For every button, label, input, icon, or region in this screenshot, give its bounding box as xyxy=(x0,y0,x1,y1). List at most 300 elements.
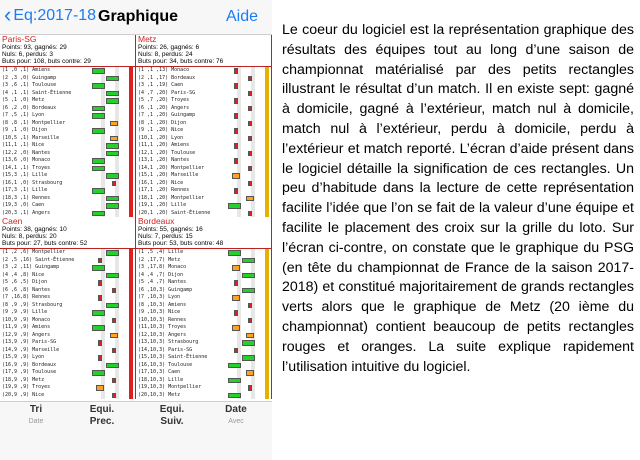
match-label: (6 ,1 ,20) Angers xyxy=(138,104,190,111)
match-row xyxy=(0,180,135,188)
match-row xyxy=(0,287,135,295)
result-lane xyxy=(237,165,241,173)
match-row xyxy=(136,120,271,128)
match-label: (10,9 ,9) Monaco xyxy=(2,316,51,323)
match-row xyxy=(136,264,271,272)
match-label: (14,1 ,20) Montpellier xyxy=(138,164,205,171)
result-lane xyxy=(237,210,241,218)
team-stat: Buts pour: 34, buts contre: 76 xyxy=(138,58,224,65)
result-mark xyxy=(248,106,252,112)
match-row xyxy=(0,257,135,265)
result-lane xyxy=(265,384,269,392)
result-mark xyxy=(234,68,238,74)
result-lane xyxy=(101,362,105,370)
result-lane xyxy=(251,112,255,120)
result-mark xyxy=(246,370,254,376)
sort-button-sub: Date xyxy=(28,418,44,425)
match-row xyxy=(136,324,271,332)
result-mark xyxy=(106,151,119,157)
result-lane xyxy=(265,187,269,195)
match-label: (18,3 ,1) Rennes xyxy=(2,194,51,201)
result-lane xyxy=(251,294,255,302)
result-lane xyxy=(251,97,255,105)
match-row xyxy=(136,302,271,310)
result-lane xyxy=(265,294,269,302)
result-mark xyxy=(106,196,119,202)
date-button-sub: Avec xyxy=(228,418,244,425)
match-row xyxy=(136,195,271,203)
result-mark xyxy=(234,188,238,194)
result-lane xyxy=(129,150,133,158)
result-lane xyxy=(265,347,269,355)
result-lane xyxy=(265,157,269,165)
team-panel[interactable] xyxy=(136,35,272,217)
match-row xyxy=(136,272,271,280)
result-mark xyxy=(246,333,254,339)
result-lane xyxy=(251,347,255,355)
result-mark xyxy=(234,128,238,134)
result-lane xyxy=(101,195,105,203)
result-lane xyxy=(129,157,133,165)
match-label: (4 ,7 ,20) Paris-SG xyxy=(138,89,196,96)
match-row xyxy=(0,202,135,210)
result-lane xyxy=(129,272,133,280)
result-mark xyxy=(242,288,255,294)
result-mark xyxy=(234,143,238,149)
match-row xyxy=(0,157,135,165)
match-label: (12,2 ,0) Nantes xyxy=(2,149,51,156)
bottom-toolbar xyxy=(0,401,272,460)
match-label: (1 ,5 ,4) Lille xyxy=(138,249,184,255)
result-mark xyxy=(234,83,238,89)
result-lane xyxy=(115,324,119,332)
result-lane xyxy=(265,287,269,295)
team-panel[interactable] xyxy=(0,217,136,399)
result-lane xyxy=(101,392,105,400)
result-lane xyxy=(101,120,105,128)
match-label: (15,1 ,20) Marseille xyxy=(138,172,199,178)
result-lane xyxy=(251,187,255,195)
results-list xyxy=(136,66,271,217)
result-lane xyxy=(129,339,133,347)
result-mark xyxy=(98,258,102,264)
result-mark xyxy=(98,340,102,346)
result-lane xyxy=(101,332,105,340)
result-mark xyxy=(92,166,105,172)
result-lane xyxy=(129,210,133,218)
match-row xyxy=(136,105,271,113)
match-row xyxy=(136,309,271,317)
result-mark xyxy=(92,128,105,134)
result-lane xyxy=(237,257,241,265)
result-lane xyxy=(265,105,269,113)
match-row xyxy=(0,362,135,370)
match-label: (9 ,1 ,20) Nice xyxy=(138,127,184,133)
result-mark xyxy=(92,113,105,119)
result-mark xyxy=(92,188,105,194)
result-lane xyxy=(129,249,133,257)
result-mark xyxy=(112,378,116,384)
result-lane xyxy=(251,264,255,272)
team-name: Paris-SG xyxy=(2,35,37,44)
result-lane xyxy=(265,257,269,265)
result-mark xyxy=(112,181,116,187)
result-lane xyxy=(237,332,241,340)
result-lane xyxy=(101,150,105,158)
result-lane xyxy=(129,195,133,203)
result-mark xyxy=(248,385,252,391)
result-mark xyxy=(242,340,255,346)
match-label: (8 ,9 ,9) Strasbourg xyxy=(2,301,63,308)
result-mark xyxy=(92,106,105,112)
match-label: (3 ,6 ,1) Toulouse xyxy=(2,82,57,88)
match-row xyxy=(136,82,271,90)
date-button-label: Date xyxy=(225,404,247,415)
result-mark xyxy=(248,121,252,127)
results-list xyxy=(0,248,135,399)
team-stat: Points: 55, gagnés: 16 xyxy=(138,226,203,233)
match-label: (7 ,5 ,1) Lyon xyxy=(2,112,45,118)
result-lane xyxy=(129,67,133,75)
result-lane xyxy=(237,272,241,280)
result-lane xyxy=(101,172,105,180)
match-row xyxy=(0,317,135,325)
match-label: (12,1 ,20) Toulouse xyxy=(138,149,196,156)
match-row xyxy=(136,377,271,385)
result-lane xyxy=(115,384,119,392)
match-label: (12,10,3) Angers xyxy=(138,331,187,338)
match-label: (6 ,6 ,8) Nantes xyxy=(2,286,51,293)
match-label: (10,1 ,20) Lyon xyxy=(138,134,184,141)
match-label: (17,3 ,1) Lille xyxy=(2,187,48,193)
result-lane xyxy=(265,279,269,287)
result-lane xyxy=(101,202,105,210)
match-label: (13,9 ,9) Paris-SG xyxy=(2,339,57,345)
result-lane xyxy=(237,180,241,188)
result-lane xyxy=(115,127,119,135)
match-label: (7 ,16,8) Rennes xyxy=(2,294,51,300)
result-lane xyxy=(101,317,105,325)
match-label: (9 ,1 ,0) Dijon xyxy=(2,127,48,133)
result-lane xyxy=(101,135,105,143)
match-row xyxy=(136,142,271,150)
team-stat: Points: 38, gagnés: 10 xyxy=(2,226,67,233)
result-mark xyxy=(248,166,252,172)
result-mark xyxy=(106,303,119,309)
match-label: (13,10,3) Strasbourg xyxy=(138,339,199,345)
result-lane xyxy=(237,135,241,143)
result-lane xyxy=(265,392,269,400)
result-lane xyxy=(101,90,105,98)
back-button[interactable] xyxy=(4,1,97,27)
match-row xyxy=(0,354,135,362)
result-lane xyxy=(265,362,269,370)
result-lane xyxy=(115,309,119,317)
match-label: (5 ,1 ,0) Metz xyxy=(2,97,45,103)
help-button[interactable]: Aide xyxy=(225,8,258,25)
match-row xyxy=(0,165,135,173)
result-lane xyxy=(265,195,269,203)
match-label: (5 ,7 ,20) Troyes xyxy=(138,97,190,103)
result-lane xyxy=(265,272,269,280)
result-mark xyxy=(242,355,255,361)
result-lane xyxy=(115,257,119,265)
result-lane xyxy=(129,105,133,113)
match-row xyxy=(136,287,271,295)
result-lane xyxy=(115,369,119,377)
match-row xyxy=(0,187,135,195)
match-label: (2 ,5 ,16) Saint-Étienne xyxy=(2,256,75,263)
result-lane xyxy=(265,127,269,135)
phone-screen xyxy=(0,0,272,460)
match-row xyxy=(136,279,271,287)
result-lane xyxy=(101,75,105,83)
result-lane xyxy=(265,354,269,362)
match-label: (18,1 ,20) Montpellier xyxy=(138,194,205,201)
match-row xyxy=(136,165,271,173)
match-label: (9 ,9 ,9) Lille xyxy=(2,309,48,315)
match-label: (4 ,4 ,8) Nice xyxy=(2,271,45,278)
result-lane xyxy=(251,309,255,317)
result-lane xyxy=(251,324,255,332)
result-lane xyxy=(129,302,133,310)
result-lane xyxy=(251,392,255,400)
team-panel[interactable] xyxy=(136,217,272,399)
match-label: (2 ,17,7) Metz xyxy=(138,256,181,263)
result-lane xyxy=(129,362,133,370)
result-mark xyxy=(92,265,105,271)
navigation-bar xyxy=(0,0,272,35)
result-lane xyxy=(237,105,241,113)
result-lane xyxy=(237,317,241,325)
result-lane xyxy=(129,279,133,287)
result-lane xyxy=(237,339,241,347)
result-lane xyxy=(129,294,133,302)
result-mark xyxy=(248,318,252,324)
result-mark xyxy=(228,393,241,399)
match-row xyxy=(136,317,271,325)
match-row xyxy=(136,112,271,120)
team-stat: Nuls: 8, perdus: 24 xyxy=(138,51,193,58)
team-stat: Nuls: 6, perdus: 3 xyxy=(2,51,53,58)
match-row xyxy=(0,195,135,203)
team-name: Caen xyxy=(2,217,23,226)
result-lane xyxy=(129,127,133,135)
match-row xyxy=(0,135,135,143)
match-label: (6 ,10,3) Guingamp xyxy=(138,286,193,293)
match-row xyxy=(0,339,135,347)
result-mark xyxy=(106,203,119,209)
result-lane xyxy=(101,347,105,355)
result-mark xyxy=(110,136,118,142)
match-row xyxy=(136,75,271,83)
match-label: (19,10,3) Montpellier xyxy=(138,384,202,390)
match-row xyxy=(0,112,135,120)
match-label: (5 ,6 ,5) Dijon xyxy=(2,279,48,285)
result-lane xyxy=(265,210,269,218)
result-lane xyxy=(101,180,105,188)
match-row xyxy=(0,377,135,385)
result-lane xyxy=(129,90,133,98)
result-mark xyxy=(234,158,238,164)
match-row xyxy=(0,302,135,310)
match-row xyxy=(0,392,135,400)
result-mark xyxy=(248,211,252,217)
match-label: (3 ,1 ,19) Caen xyxy=(138,82,184,88)
date-button[interactable] xyxy=(214,404,258,425)
result-lane xyxy=(129,309,133,317)
result-lane xyxy=(129,347,133,355)
result-mark xyxy=(112,348,116,354)
result-mark xyxy=(92,83,105,89)
result-mark xyxy=(92,211,105,217)
match-row xyxy=(0,347,135,355)
result-lane xyxy=(265,377,269,385)
match-row xyxy=(0,172,135,180)
result-mark xyxy=(234,348,238,354)
result-mark xyxy=(234,98,238,104)
team-panel[interactable] xyxy=(0,35,136,217)
result-lane xyxy=(237,120,241,128)
match-row xyxy=(136,392,271,400)
match-row xyxy=(0,369,135,377)
result-lane xyxy=(115,157,119,165)
result-mark xyxy=(96,385,104,391)
result-lane xyxy=(101,249,105,257)
result-mark xyxy=(234,113,238,119)
team-name: Metz xyxy=(138,35,157,44)
match-row xyxy=(0,105,135,113)
result-lane xyxy=(115,187,119,195)
next-team-button[interactable] xyxy=(150,404,194,428)
result-lane xyxy=(101,287,105,295)
result-lane xyxy=(251,279,255,287)
result-mark xyxy=(228,203,241,209)
match-label: (7 ,10,3) Lyon xyxy=(138,294,181,300)
description-text: Le coeur du logiciel est la représentation graphique des résultats des équipes tout au long d’une saison de championnat matérialisé par des petits rectangles illustrant le résultat d’un match. Il en existe sept: gagné à domicile, gagné à l’extérieur, match nul à domicile, match nul à l’extérieur, perdu à domicile, perdu à l’extérieur et match reporté. L’écran d’aide présent dans le logiciel détaille la signification de ces rectangles. Un peu d’habitude dans la lecture de cette représentation facilite l’idée que l’on se fait de la valeur d’une équipe et facilite le placement des croix sur la grille du loto. Sur l’écran ci-contre, on constate que le graphique du PSG (en tête du championnat de France de la saison 2017-2018) et constitué majoritairement de grands rectangles verts alors que le graphique de Metz (20 ième du championnat) contient beaucoup de petits rectangles rouges et oranges. La suite explique rapidement l’utilisation intuitive du logiciel. xyxy=(282,22,634,375)
match-label: (16,10,3) Toulouse xyxy=(138,361,193,368)
match-row xyxy=(136,202,271,210)
result-lane xyxy=(129,165,133,173)
result-mark xyxy=(248,91,252,97)
result-mark xyxy=(106,173,119,179)
result-mark xyxy=(248,151,252,157)
match-row xyxy=(0,279,135,287)
team-name: Bordeaux xyxy=(138,217,175,226)
match-row xyxy=(136,347,271,355)
sort-button[interactable] xyxy=(18,404,54,425)
match-row xyxy=(136,97,271,105)
result-lane xyxy=(129,97,133,105)
match-row xyxy=(136,249,271,257)
match-row xyxy=(0,90,135,98)
result-lane xyxy=(237,369,241,377)
result-lane xyxy=(237,354,241,362)
result-mark xyxy=(112,318,116,324)
team-stat: Nuls: 8, perdus: 20 xyxy=(2,233,57,240)
match-label: (1 ,0 ,1) Amiens xyxy=(2,67,51,73)
result-lane xyxy=(129,257,133,265)
result-lane xyxy=(129,392,133,400)
result-mark xyxy=(92,325,105,331)
result-mark xyxy=(248,303,252,309)
match-row xyxy=(136,384,271,392)
match-row xyxy=(136,210,271,218)
match-label: (14,9 ,9) Marseille xyxy=(2,346,60,353)
result-lane xyxy=(115,67,119,75)
result-mark xyxy=(246,196,254,202)
result-lane xyxy=(265,369,269,377)
match-row xyxy=(136,339,271,347)
result-lane xyxy=(265,67,269,75)
result-lane xyxy=(129,324,133,332)
match-label: (20,1 ,20) Saint-Étienne xyxy=(138,209,211,216)
result-mark xyxy=(242,273,255,279)
match-row xyxy=(136,362,271,370)
match-row xyxy=(0,384,135,392)
match-row xyxy=(0,210,135,218)
match-row xyxy=(136,172,271,180)
result-mark xyxy=(106,273,119,279)
result-lane xyxy=(101,142,105,150)
result-lane xyxy=(251,172,255,180)
match-row xyxy=(136,90,271,98)
result-lane xyxy=(129,180,133,188)
result-lane xyxy=(265,142,269,150)
result-mark xyxy=(228,378,241,384)
result-mark xyxy=(112,393,116,399)
result-lane xyxy=(265,332,269,340)
match-row xyxy=(136,180,271,188)
match-row xyxy=(136,150,271,158)
result-mark xyxy=(106,250,119,256)
result-lane xyxy=(129,332,133,340)
match-label: (17,10,3) Caen xyxy=(138,369,181,375)
result-mark xyxy=(106,76,119,82)
match-row xyxy=(0,309,135,317)
match-row xyxy=(0,249,135,257)
result-lane xyxy=(251,202,255,210)
match-label: (16,1 ,0) Strasbourg xyxy=(2,179,63,186)
match-row xyxy=(0,264,135,272)
result-lane xyxy=(237,150,241,158)
match-label: (2 ,3 ,0) Guingamp xyxy=(2,74,57,81)
match-row xyxy=(136,157,271,165)
match-row xyxy=(0,142,135,150)
match-label: (20,10,3) Metz xyxy=(138,391,181,398)
match-row xyxy=(0,120,135,128)
result-mark xyxy=(106,91,119,97)
match-label: (8 ,8 ,1) Montpellier xyxy=(2,119,66,126)
match-row xyxy=(136,257,271,265)
match-label: (15,10,3) Saint-Étienne xyxy=(138,354,208,360)
result-mark xyxy=(106,363,119,369)
result-lane xyxy=(265,135,269,143)
match-row xyxy=(0,332,135,340)
result-mark xyxy=(92,68,105,74)
result-mark xyxy=(92,310,105,316)
previous-team-button[interactable] xyxy=(80,404,124,428)
match-label: (13,1 ,20) Nantes xyxy=(138,157,190,163)
result-lane xyxy=(129,172,133,180)
match-label: (17,9 ,9) Toulouse xyxy=(2,369,57,375)
results-list xyxy=(136,248,271,399)
result-mark xyxy=(228,250,241,256)
result-mark xyxy=(232,295,240,301)
result-lane xyxy=(251,157,255,165)
result-mark xyxy=(228,363,241,369)
team-stat: Points: 26, gagnés: 6 xyxy=(138,44,200,51)
